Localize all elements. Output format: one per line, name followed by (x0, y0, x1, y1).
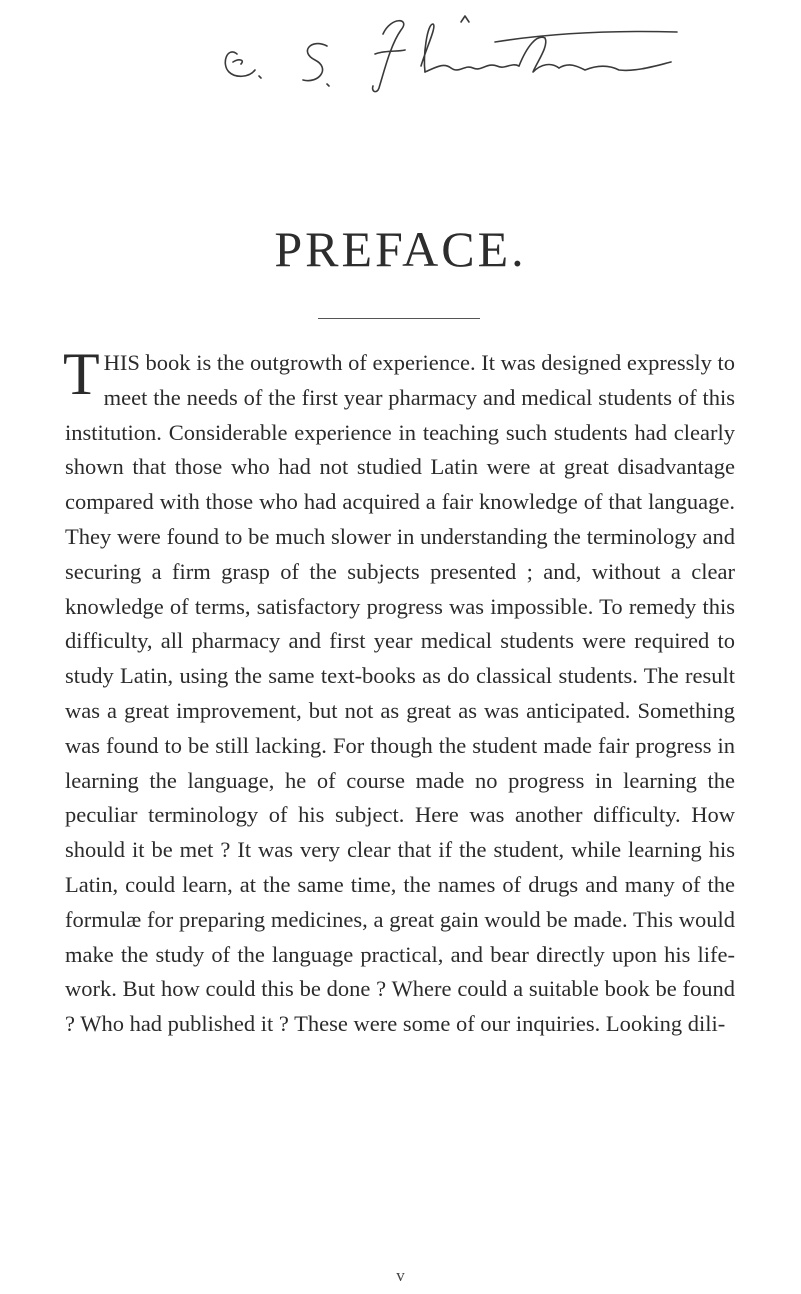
drop-cap: T (63, 341, 100, 407)
paragraph-text: HIS book is the outgrowth of experience. It was designed expressly to meet the needs of the first year pharmacy and medical students of this institution. Considerable experience in teaching such students had clearly shown that those who had not studied Latin were at great disadvantage compared with those who had acquired a fair knowledge of that language. They were found to be much slower in understanding the terminology and securing a firm grasp of the subjects presented ; and, without a clear knowledge of terms, satisfactory progress was impossible. To remedy this difficulty, all pharmacy and first year medical students were required to study Latin, using the same text-books as do classical students. The result was a great improvement, but not as great as was anticipated. Something was found to be still lacking. For though the student made fair progress in learning the language, he of course made no progress in learning the peculiar terminology of his subject. Here was another difficulty. How should it be met ? It was very clear that if the student, while learning his Latin, could learn, at the same time, the names of drugs and many of the formulæ for preparing medicines, a great gain would be made. This would make the study of the language practical, and bear directly upon his life-work. But how could this be done ? Where could a suitable book be found ? Who had published it ? These were some of our inquiries. Looking dili- (65, 350, 735, 1037)
title-divider (318, 318, 480, 319)
page-number: v (396, 1266, 405, 1285)
preface-paragraph (63, 341, 735, 1042)
handwritten-signature (215, 6, 685, 106)
page-title: PREFACE. (274, 221, 527, 277)
